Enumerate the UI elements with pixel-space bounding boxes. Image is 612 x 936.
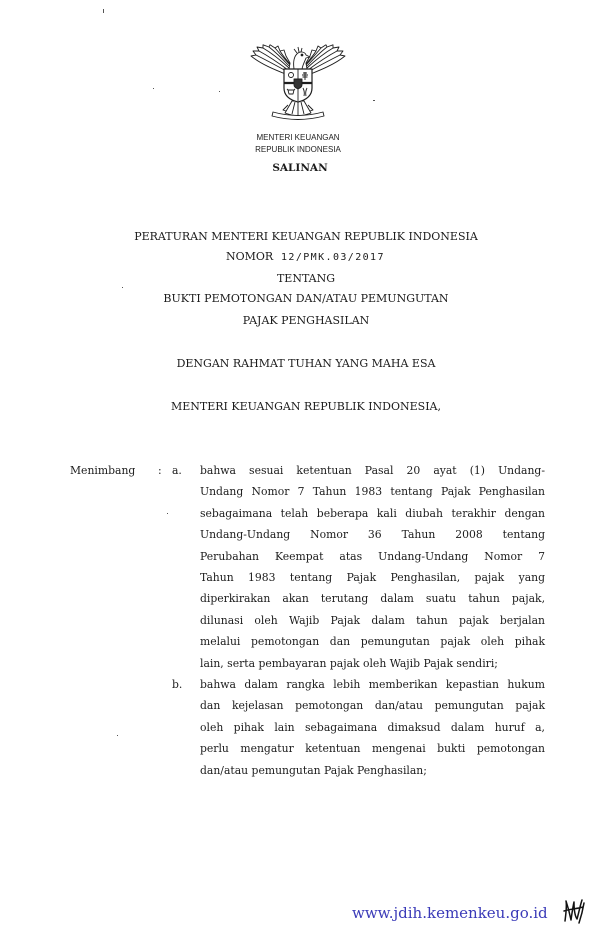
subject-line1: BUKTI PEMOTONGAN DAN/ATAU PEMUNGUTAN — [163, 292, 449, 305]
ministry-name-line1: MENTERI KEUANGAN — [256, 133, 340, 142]
text-line: sebagaimana telah beberapa kali diubah terakhir dengan — [200, 506, 545, 520]
text-line: bahwa dalam rangka lebih memberikan kepastian hukum — [200, 678, 545, 692]
consideration-item-b — [0, 674, 612, 781]
item-marker: a. — [172, 464, 182, 477]
text-line: dan/atau pemungutan Pajak Penghasilan; — [200, 763, 427, 777]
issuing-authority: MENTERI KEUANGAN REPUBLIK INDONESIA, — [170, 400, 442, 413]
footer-website-link[interactable]: www.jdih.kemenkeu.go.id — [352, 904, 548, 922]
text-line: lain, serta pembayaran pajak oleh Wajib Pajak sendiri; — [200, 656, 498, 670]
text-line: dan kejelasan pemotongan dan/atau pemungutan pajak — [200, 699, 545, 713]
scan-speck — [373, 100, 375, 101]
garuda-pancasila-emblem-icon — [248, 44, 348, 124]
copy-stamp: SALINAN — [272, 162, 328, 174]
signature-mark-icon — [562, 897, 586, 927]
text-line: dilunasi oleh Wajib Pajak dalam tahun pajak berjalan — [200, 613, 545, 627]
regulation-title: PERATURAN MENTERI KEUANGAN REPUBLIK INDONESIA — [134, 230, 478, 243]
text-line: diperkirakan akan terutang dalam suatu tahun pajak, — [200, 592, 545, 606]
text-line: bahwa sesuai ketentuan Pasal 20 ayat (1) Undang- — [200, 464, 545, 477]
text-line: perlu mengatur ketentuan mengenai bukti pemotongan — [200, 742, 545, 756]
scan-speck — [219, 91, 220, 92]
regulation-number-label: NOMOR — [226, 250, 274, 263]
text-line: oleh pihak lain sebagaimana dimaksud dalam huruf a, — [200, 720, 545, 734]
regulation-number-value: 12/PMK.03/2017 — [281, 252, 385, 263]
invocation: DENGAN RAHMAT TUHAN YANG MAHA ESA — [176, 357, 436, 370]
ministry-name-line2: REPUBLIK INDONESIA — [255, 145, 341, 154]
text-line: Undang Nomor 7 Tahun 1983 tentang Pajak Penghasilan — [200, 485, 545, 499]
text-line: melalui pemotongan dan pemungutan pajak oleh pihak — [200, 635, 545, 649]
considerations-label: Menimbang — [70, 464, 136, 477]
text-line: Undang-Undang Nomor 36 Tahun 2008 tentang — [200, 528, 545, 542]
scan-speck — [103, 9, 104, 13]
text-line: Tahun 1983 tentang Pajak Penghasilan, pajak yang — [200, 571, 545, 585]
item-marker: b. — [172, 678, 183, 692]
text-line: Perubahan Keempat atas Undang-Undang Nomor 7 — [200, 549, 545, 563]
about-heading: TENTANG — [276, 272, 336, 285]
subject-line2: PAJAK PENGHASILAN — [242, 314, 370, 327]
considerations-colon: : — [158, 464, 162, 477]
considerations-section — [0, 460, 612, 781]
consideration-item-a — [0, 460, 612, 674]
scan-speck — [153, 88, 154, 89]
scan-speck — [122, 287, 123, 288]
